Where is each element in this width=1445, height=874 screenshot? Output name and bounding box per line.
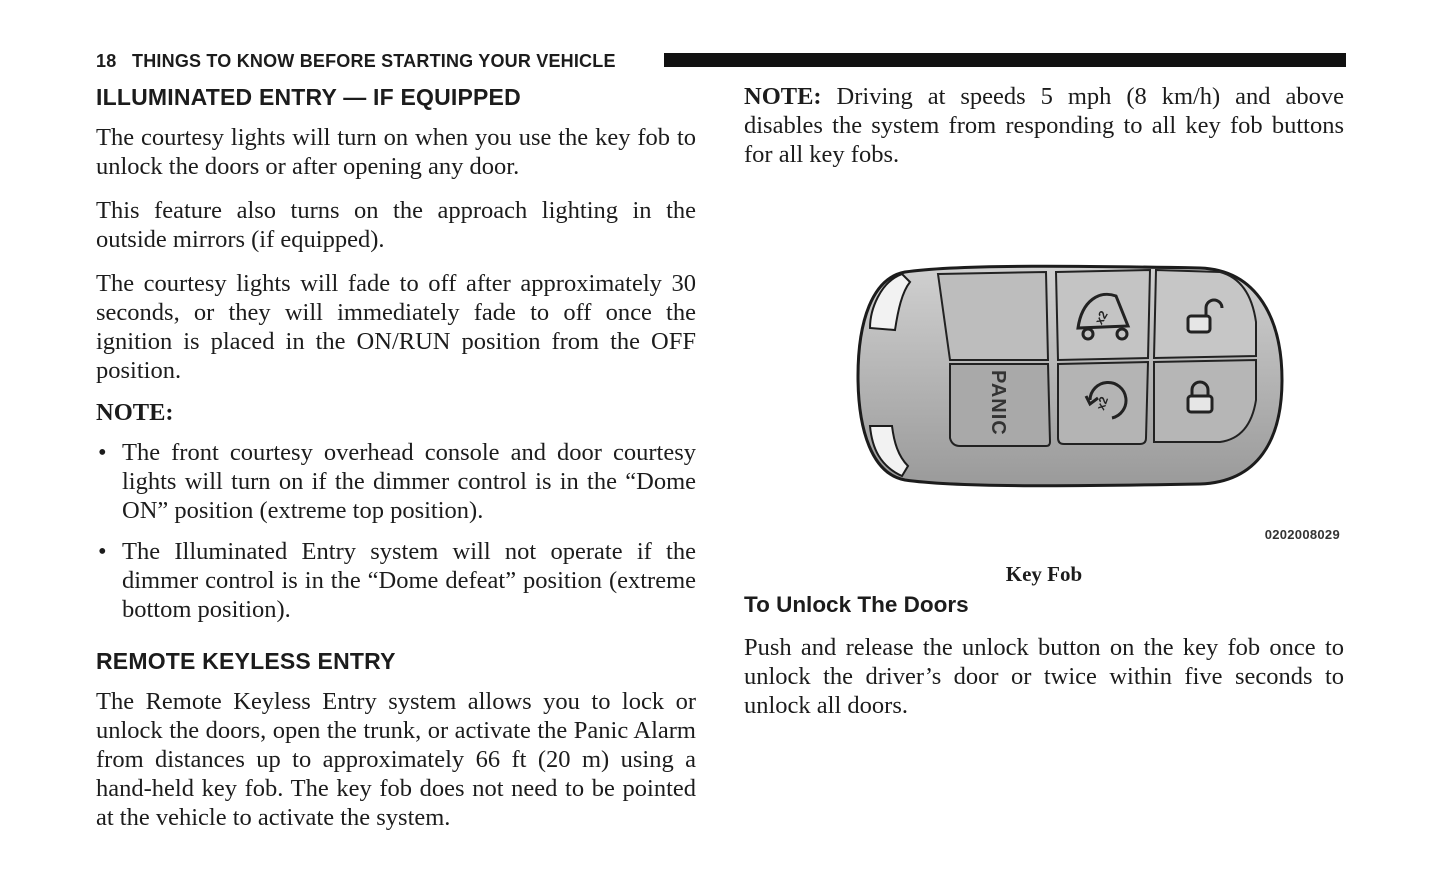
note-bullet-dome-on: • The front courtesy overhead console and door courtesy lights will turn on if the dimmer control is in the “Dome ON” position (extreme top position). bbox=[96, 438, 696, 525]
remote-keyless-paragraph: The Remote Keyless Entry system allows you to lock or unlock the doors, open the trunk, or activate the Panic Alarm from distances up to approximately 66 ft (20 m) using a hand-held key fob. The key fob does not need to be pointed at the vehicle to activate the system. bbox=[96, 688, 696, 831]
figure-code: 0202008029 bbox=[1264, 527, 1340, 542]
unlock-doors-paragraph: Push and release the unlock button on the key fob once to unlock the driver’s door or twice within five seconds to unlock all doors. bbox=[744, 634, 1344, 719]
unlock-doors-section bbox=[744, 590, 1344, 720]
speed-note bbox=[744, 82, 1344, 169]
approach-lighting-paragraph: This feature also turns on the approach lighting in the outside mirrors (if equipped). bbox=[96, 197, 696, 253]
courtesy-lights-paragraph: The courtesy lights will turn on when you use the key fob to unlock the doors or after opening any door. bbox=[96, 124, 696, 180]
fade-off-paragraph: The courtesy lights will fade to off after approximately 30 seconds, or they will immediately fade to off once the ignition is placed in the ON/RUN position from the OFF position. bbox=[96, 270, 696, 384]
figure-caption: Key Fob bbox=[1005, 562, 1083, 586]
note-label: NOTE: bbox=[96, 399, 174, 426]
illuminated-entry-heading: ILLUMINATED ENTRY — IF EQUIPPED bbox=[96, 84, 521, 110]
remote-keyless-entry-heading: REMOTE KEYLESS ENTRY bbox=[96, 648, 396, 674]
key-fob-illustration bbox=[810, 230, 1340, 550]
unlock-doors-heading: To Unlock The Doors bbox=[744, 592, 969, 617]
trunk-x2-label: x2 bbox=[1091, 308, 1111, 327]
header-rule bbox=[664, 53, 1346, 67]
right-column bbox=[744, 82, 1344, 169]
chapter-title: THINGS TO KNOW BEFORE STARTING YOUR VEHICLE bbox=[132, 51, 616, 71]
speed-note-text: Driving at speeds 5 mph (8 km/h) and above disables the system from responding to all key fob buttons for all key fobs. bbox=[744, 83, 1344, 168]
note-label: NOTE: bbox=[744, 83, 822, 110]
page-header bbox=[96, 50, 1346, 72]
remote-start-x2-label: x2 bbox=[1093, 394, 1112, 413]
header-text bbox=[96, 50, 616, 72]
note-bullet-list bbox=[96, 438, 696, 624]
key-fob-figure bbox=[810, 230, 1340, 550]
left-column bbox=[96, 82, 696, 832]
page-number: 18 bbox=[96, 51, 117, 71]
panic-button-label: PANIC bbox=[987, 370, 1009, 436]
note-bullet-dome-defeat: • The Illuminated Entry system will not operate if the dimmer control is in the “Dome defeat” position (extreme bottom position). bbox=[96, 537, 696, 624]
